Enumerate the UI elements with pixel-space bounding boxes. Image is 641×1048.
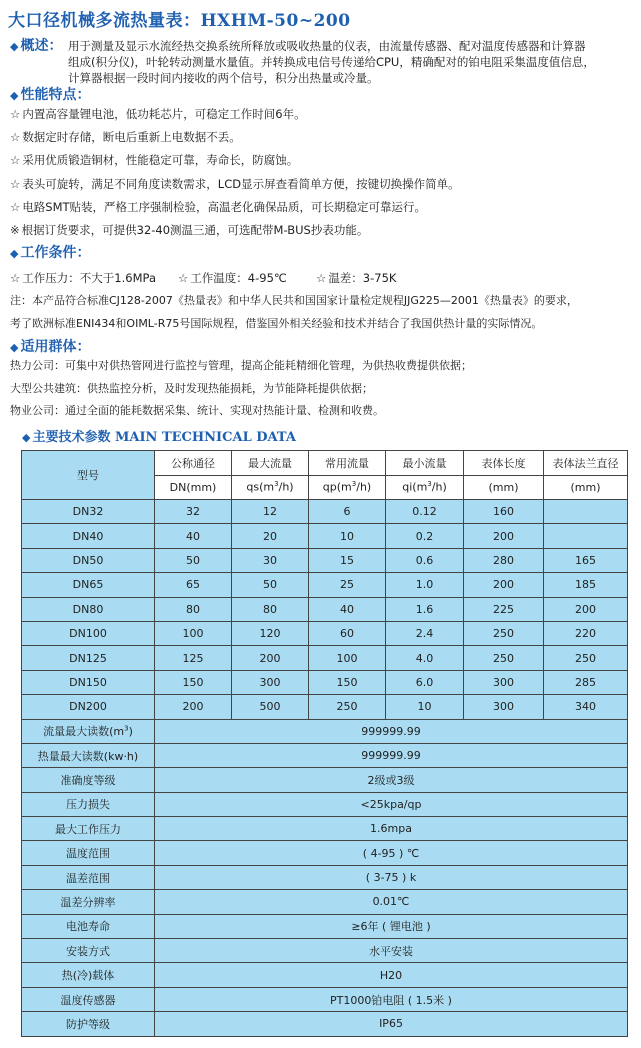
table-cell: 250 <box>309 695 386 719</box>
param-row <box>22 768 628 792</box>
feature-text: 内置高容量锂电池，低功耗芯片，可稳定工作时间6年。 <box>22 107 306 121</box>
param-label-text: 防护等级 <box>66 1017 110 1031</box>
param-label-text: 温度范围 <box>66 847 110 861</box>
unit-cell <box>386 475 464 500</box>
feature-text: 电路SMT贴装，严格工序强制检验，高温老化确保品质，可长期稳定可靠运行。 <box>22 200 427 214</box>
feature-item <box>10 176 460 192</box>
param-label-text: 安装方式 <box>66 944 110 958</box>
star-bullet-icon: ☆ <box>10 271 21 285</box>
table-cell: 300 <box>464 695 544 719</box>
table-cell: 50 <box>155 548 232 572</box>
param-rows <box>22 719 628 1036</box>
overview-section <box>10 38 635 85</box>
model-cell: DN32 <box>22 500 155 524</box>
param-label <box>22 890 155 914</box>
header-cell: 表体长度 <box>464 451 544 476</box>
model-cell: DN80 <box>22 597 155 621</box>
table-cell: 200 <box>232 646 309 670</box>
table-cell: 10 <box>309 524 386 548</box>
table-cell <box>544 524 628 548</box>
param-label <box>22 792 155 816</box>
param-row <box>22 987 628 1011</box>
model-cell: DN50 <box>22 548 155 572</box>
table-row <box>22 524 628 548</box>
param-row <box>22 841 628 865</box>
unit-sup: 3 <box>427 480 432 489</box>
param-value: IP65 <box>155 1012 628 1036</box>
table-row <box>22 548 628 572</box>
table-cell: 32 <box>155 500 232 524</box>
overview-line: 用于测量及显示水流经热交换系统所释放或吸收热量的仪表，由流量传感器、配对温度传感器和计算器 <box>68 39 586 53</box>
unit-cell <box>309 475 386 500</box>
unit-text: qp(m <box>322 481 352 495</box>
table-row <box>22 573 628 597</box>
condition-temp-diff-text: 温差：3-75K <box>328 271 397 285</box>
param-label <box>22 865 155 889</box>
table-cell: 250 <box>464 621 544 645</box>
table-cell: 285 <box>544 670 628 694</box>
table-cell: 40 <box>309 597 386 621</box>
table-row <box>22 500 628 524</box>
table-cell: 0.12 <box>386 500 464 524</box>
table-cell: 80 <box>155 597 232 621</box>
param-label <box>22 768 155 792</box>
header-cell: 最大流量 <box>232 451 309 476</box>
table-cell: 200 <box>464 573 544 597</box>
table-cell: 12 <box>232 500 309 524</box>
feature-text: 采用优质锻造铜材，性能稳定可靠，寿命长，防腐蚀。 <box>22 153 299 167</box>
param-label <box>22 987 155 1011</box>
star-bullet-icon: ☆ <box>10 200 21 214</box>
header-cell: 公称通径 <box>155 451 232 476</box>
model-cell: DN40 <box>22 524 155 548</box>
param-row <box>22 719 628 743</box>
param-value: H20 <box>155 963 628 987</box>
param-value: 0.01℃ <box>155 890 628 914</box>
table-cell: 60 <box>309 621 386 645</box>
param-row <box>22 890 628 914</box>
model-cell: DN100 <box>22 621 155 645</box>
table-cell: 160 <box>464 500 544 524</box>
star-bullet-icon: ☆ <box>10 177 21 191</box>
diamond-bullet-icon: ◆ <box>10 247 19 260</box>
page-title: 大口径机械多流热量表：HXHM-50~200 <box>8 11 351 31</box>
param-row <box>22 963 628 987</box>
table-row <box>22 695 628 719</box>
param-label <box>22 1012 155 1036</box>
table-heading <box>22 426 296 445</box>
table-cell: 150 <box>309 670 386 694</box>
table-cell: 250 <box>544 646 628 670</box>
param-value: 999999.99 <box>155 719 628 743</box>
param-value: <25kpa/qp <box>155 792 628 816</box>
param-value: 水平安装 <box>155 939 628 963</box>
table-cell: 165 <box>544 548 628 572</box>
param-label <box>22 743 155 767</box>
star-bullet-icon: ☆ <box>10 130 21 144</box>
param-label-text: 准确度等级 <box>60 773 116 787</box>
unit-text: /h) <box>431 481 447 495</box>
table-cell: 250 <box>464 646 544 670</box>
param-label <box>22 939 155 963</box>
table-cell: 340 <box>544 695 628 719</box>
table-cell: 220 <box>544 621 628 645</box>
model-cell: DN200 <box>22 695 155 719</box>
star-bullet-icon: ☆ <box>316 271 327 285</box>
diamond-bullet-icon: ◆ <box>22 431 31 444</box>
table-cell: 300 <box>464 670 544 694</box>
condition-temp-diff <box>316 270 396 286</box>
table-cell: 125 <box>155 646 232 670</box>
table-cell: 280 <box>464 548 544 572</box>
param-row <box>22 817 628 841</box>
unit-text: qi(m <box>402 481 428 495</box>
param-row <box>22 914 628 938</box>
table-cell: 30 <box>232 548 309 572</box>
param-value: 999999.99 <box>155 743 628 767</box>
param-label-text: 最大工作压力 <box>55 822 121 836</box>
application-item: 大型公共建筑：供热监控分析，及时发现热能损耗，为节能降耗提供依据； <box>10 382 373 395</box>
param-label-sup: 3 <box>124 724 129 733</box>
unit-sup: 3 <box>351 480 357 489</box>
param-label-text: 热(冷)载体 <box>61 969 115 983</box>
param-label-text: 温差分辨率 <box>60 895 116 909</box>
model-cell: DN125 <box>22 646 155 670</box>
standard-note: 考了欧洲标准ENI434和OIML-R75号国际规程，借鉴国外相关经验和技术并结合了我国供热计量的实际情况。 <box>10 317 543 330</box>
unit-cell: (mm) <box>544 475 628 500</box>
condition-temperature-text: 工作温度：4-95℃ <box>190 271 287 285</box>
param-label-text: 温度传感器 <box>60 993 116 1007</box>
unit-text: qs(m <box>246 481 275 495</box>
star-bullet-icon: ☆ <box>178 271 189 285</box>
param-label-text: 流量最大读数(m <box>43 725 125 739</box>
table-cell: 2.4 <box>386 621 464 645</box>
param-label-text: 温差范围 <box>66 871 110 885</box>
header-cell: 表体法兰直径 <box>544 451 628 476</box>
table-cell: 185 <box>544 573 628 597</box>
features-heading <box>10 84 90 104</box>
header-cell: 最小流量 <box>386 451 464 476</box>
application-item: 热力公司：可集中对供热管网进行监控与管理，提高企能耗精细化管理，为供热收费提供依据； <box>10 359 472 372</box>
table-cell: 200 <box>155 695 232 719</box>
table-cell: 0.2 <box>386 524 464 548</box>
table-cell: 120 <box>232 621 309 645</box>
param-label <box>22 841 155 865</box>
star-bullet-icon: ☆ <box>10 153 21 167</box>
overview-line: 计算器根据一段时间内接收的两个信号，积分出热量或冷量。 <box>68 71 379 85</box>
table-row <box>22 646 628 670</box>
table-cell: 4.0 <box>386 646 464 670</box>
param-label-text: ) <box>128 725 133 739</box>
table-cell: 50 <box>232 573 309 597</box>
header-cell: 常用流量 <box>309 451 386 476</box>
table-cell: 1.6 <box>386 597 464 621</box>
table-row <box>22 670 628 694</box>
table-cell: 200 <box>464 524 544 548</box>
feature-item <box>10 129 241 145</box>
overview-label: 概述： <box>20 38 63 54</box>
model-rows <box>22 500 628 720</box>
param-label <box>22 817 155 841</box>
standard-note: 注：本产品符合标准CJ128-2007《热量表》和中华人民共和国国家计量检定规程JJG225—2001《热量表》的要求， <box>10 294 578 307</box>
unit-cell <box>232 475 309 500</box>
table-cell <box>544 500 628 524</box>
overview-line: 组成(积分仪)，叶轮转动测量水量值。并转换成电信号传递给CPU，精确配对的铂电阻采集温度值信息， <box>68 55 595 69</box>
applications-heading <box>10 336 90 356</box>
param-row <box>22 865 628 889</box>
table-row <box>22 597 628 621</box>
param-value: ( 3-75 ) k <box>155 865 628 889</box>
condition-temperature <box>178 270 287 286</box>
param-value: PT1000铂电阻 ( 1.5米 ) <box>155 987 628 1011</box>
feature-item <box>10 222 368 238</box>
table-cell: 0.6 <box>386 548 464 572</box>
star-bullet-icon: ☆ <box>10 107 21 121</box>
feature-item <box>10 106 306 122</box>
diamond-bullet-icon: ◆ <box>10 89 19 102</box>
table-cell: 100 <box>309 646 386 670</box>
param-label-text: 电池寿命 <box>66 920 110 934</box>
unit-cell: (mm) <box>464 475 544 500</box>
table-cell: 25 <box>309 573 386 597</box>
param-value: 1.6mpa <box>155 817 628 841</box>
table-cell: 6 <box>309 500 386 524</box>
param-row <box>22 1012 628 1036</box>
feature-text: 表头可旋转，满足不同角度读数需求，LCD显示屏查看简单方便，按键切换操作简单。 <box>22 177 460 191</box>
param-value: ≥6年 ( 锂电池 ) <box>155 914 628 938</box>
model-cell: DN150 <box>22 670 155 694</box>
application-item: 物业公司：通过全面的能耗数据采集、统计、实现对热能计量、检测和收费。 <box>10 404 384 417</box>
table-header-row <box>22 451 628 476</box>
table-cell: 225 <box>464 597 544 621</box>
feature-item <box>10 199 426 215</box>
table-cell: 150 <box>155 670 232 694</box>
condition-pressure <box>10 270 156 286</box>
param-label <box>22 719 155 743</box>
feature-item <box>10 152 298 168</box>
param-label-text: 压力损失 <box>66 798 110 812</box>
table-cell: 65 <box>155 573 232 597</box>
conditions-heading-text: 工作条件： <box>20 245 91 261</box>
table-row <box>22 621 628 645</box>
header-cell: 型号 <box>22 451 155 500</box>
star-bullet-icon: ※ <box>10 223 20 237</box>
param-label <box>22 963 155 987</box>
param-row <box>22 939 628 963</box>
unit-text: /h) <box>278 481 294 495</box>
features-heading-text: 性能特点： <box>20 87 91 103</box>
model-cell: DN65 <box>22 573 155 597</box>
table-cell: 10 <box>386 695 464 719</box>
param-row <box>22 792 628 816</box>
table-cell: 40 <box>155 524 232 548</box>
unit-cell: DN(mm) <box>155 475 232 500</box>
diamond-bullet-icon: ◆ <box>10 341 19 354</box>
conditions-heading <box>10 242 90 262</box>
param-label <box>22 914 155 938</box>
overview-text <box>68 38 636 86</box>
table-cell: 300 <box>232 670 309 694</box>
table-cell: 200 <box>544 597 628 621</box>
unit-text: /h) <box>356 481 372 495</box>
table-cell: 15 <box>309 548 386 572</box>
param-value: 2级或3级 <box>155 768 628 792</box>
table-cell: 20 <box>232 524 309 548</box>
condition-pressure-text: 工作压力：不大于1.6MPa <box>22 271 156 285</box>
table-cell: 6.0 <box>386 670 464 694</box>
feature-text: 数据定时存储，断电后重新上电数据不丢。 <box>22 130 241 144</box>
table-cell: 100 <box>155 621 232 645</box>
unit-sup: 3 <box>274 480 279 489</box>
spec-table <box>21 450 628 1037</box>
diamond-bullet-icon: ◆ <box>10 40 19 53</box>
applications-heading-text: 适用群体： <box>20 339 91 355</box>
table-heading-text: 主要技术参数 MAIN TECHNICAL DATA <box>32 430 296 445</box>
table-cell: 80 <box>232 597 309 621</box>
param-row <box>22 743 628 767</box>
table-cell: 1.0 <box>386 573 464 597</box>
table-cell: 500 <box>232 695 309 719</box>
param-value: ( 4-95 ) ℃ <box>155 841 628 865</box>
feature-text: 根据订货要求，可提供32-40测温三通，可选配带M-BUS抄表功能。 <box>21 223 369 237</box>
param-label-text: 热量最大读数(kw·h) <box>37 749 139 763</box>
